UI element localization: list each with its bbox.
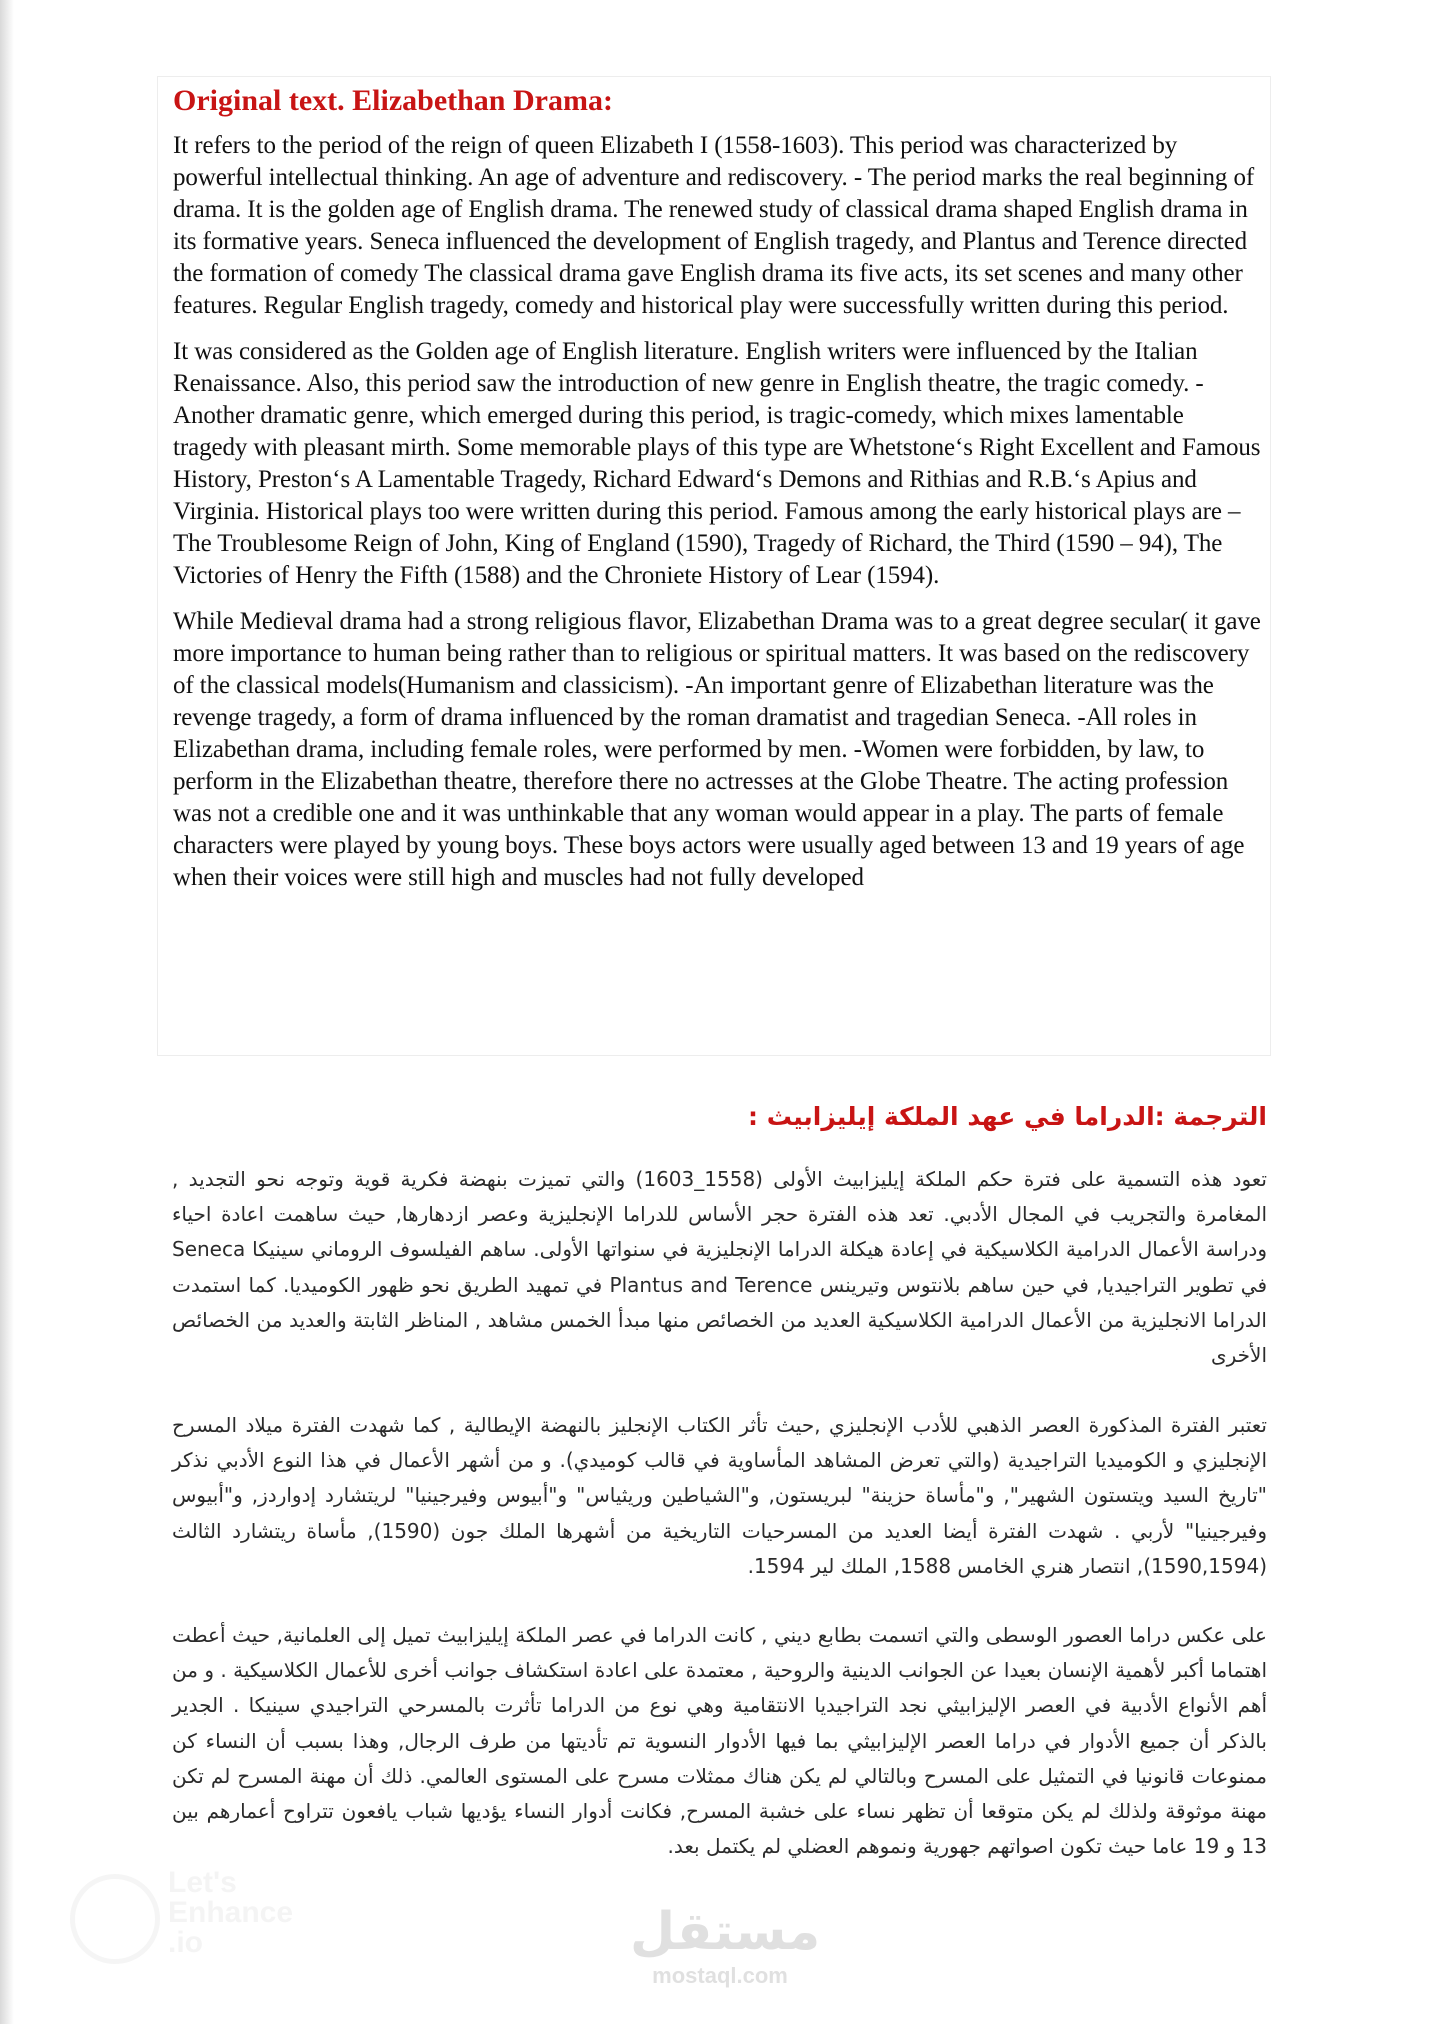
original-paragraph-2: It was considered as the Golden age of English literature. English writers were influenced by the Italian Renaissance. Also, this period saw the introduction of new genre in English theatre, the tragic comedy. -Another dramatic genre, which emerged during this period, is tragic-comedy, which mixes lamentable tragedy with pleasant mirth. Some memorable plays of this type are Whetstone‘s Right Excellent and Famous History, Preston‘s A Lamentable Tragedy, Richard Edward‘s Demons and Rithias and R.B.‘s Apius and Virginia. Historical plays too were written during this period. Famous among the early historical plays are – The Troublesome Reign of John, King of England (1590), Tragedy of Richard, the Third (1590 – 94), The Victories of Henry the Fifth (1588) and the Chroniete History of Lear (1594). (173, 338, 1261, 589)
original-paragraph-1: It refers to the period of the reign of queen Elizabeth I (1558-1603). This period was characterized by powerful intellectual thinking. An age of adventure and rediscovery. - The period marks the real beginning of drama. It is the golden age of English drama. The renewed study of classical drama shaped English drama in its formative years. Seneca influenced the development of English tragedy, and Plantus and Terence directed the formation of comedy The classical drama gave English drama its five acts, its set scenes and many other features. Regular English tragedy, comedy and historical play were successfully written during this period. (173, 132, 1255, 319)
translation-title: الترجمة :الدراما في عهد الملكة إيليزابيث : (748, 1101, 1267, 1131)
translation-paragraph-2: تعتبر الفترة المذكورة العصر الذهبي للأدب الإنجليزي ,حيث تأثر الكتاب الإنجليز بالنهضة الإيطالية , كما شهدت الفترة ميلاد المسرح الإنجليزي و الكوميديا التراجيدية (والتي تعرض المشاهد المأساوية في قالب كوميدي). و من أشهر الأعمال في هذا النوع الأدبي نذكر "تاريخ السيد ويتستون الشهير", و"مأساة حزينة" لبريستون, و"الشياطين وريثياس" و"أبيوس وفيرجينيا" لريتشارد إدواردز, و"أبيوس وفيرجينيا" لأربي . شهدت الفترة أيضا العديد من المسرحيات التاريخية من أشهرها الملك جون (1590), مأساة ريتشارد الثالث (1590,1594), انتصار هنري الخامس 1588, الملك لير 1594. (172, 1413, 1268, 1578)
watermark-arabic-text: مستقل (630, 1902, 821, 1962)
watermark-left-text: Let's Enhance .io (168, 1866, 294, 1959)
original-paragraph-3: While Medieval drama had a strong religious flavor, Elizabethan Drama was to a great degree secular( it gave more importance to human being rather than to religious or spiritual matters. It was based on the rediscovery of the classical models(Humanism and classicism). -An important genre of Elizabethan literature was the revenge tragedy, a form of drama influenced by the roman dramatist and tragedian Seneca. -All roles in Elizabethan drama, including female roles, were performed by men. -Women were forbidden, by law, to perform in the Elizabethan theatre, therefore there no actresses at the Globe Theatre. The acting profession was not a credible one and it was unthinkable that any woman would appear in a play. The parts of female characters were played by young boys. These boys actors were usually aged between 13 and 19 years of age when their voices were still high and muscles had not fully developed (173, 608, 1261, 891)
watermark-logo-icon (70, 1874, 160, 1964)
page-edge-shadow (0, 0, 14, 2024)
watermark-latin-text: mostaql.com (652, 1963, 788, 1988)
translation-paragraph-3: على عكس دراما العصور الوسطى والتي اتسمت بطابع ديني , كانت الدراما في عصر الملكة إيليزابيث تميل إلى العلمانية, حيث أعطت اهتماما أكبر لأهمية الإنسان بعيدا عن الجوانب الدينية والروحية , معتمدة على اعادة استكشاف جوانب أخرى للأعمال الكلاسيكية . و من أهم الأنواع الأدبية في العصر الإليزابيثي نجد التراجيديا الانتقامية وهي نوع من الدراما تأثرت بالمسرحي التراجيدي سينيكا . الجدير بالذكر أن جميع الأدوار في دراما العصر الإليزابيثي بما فيها الأدوار النسوية تم تأديتها من طرف الرجال, وهذا بسبب أن النساء كن ممنوعات قانونيا في التمثيل على المسرح وبالتالي لم يكن هناك ممثلات مسرح على المستوى العالمي. ذلك أن مهنة المسرح لم تكن مهنة موثوقة ولذلك لم يكن متوقعا أن تظهر نساء على خشبة المسرح, فكانت أدوار النساء يؤديها شباب يافعون تتراوح أعمارهم بين 13 و 19 عاما حيث تكون اصواتهم جهورية ونموهم العضلي لم يكتمل بعد. (172, 1623, 1267, 1859)
letsenhance-watermark (70, 1868, 310, 1978)
mostaql-watermark (630, 1900, 821, 1988)
original-text-section (157, 76, 1271, 1056)
translation-paragraph-1: تعود هذه التسمية على فترة حكم الملكة إيليزابيث الأولى (1558_1603) والتي تميزت بنهضة فكرية قوية وتوجه نحو التجديد , المغامرة والتجريب في المجال الأدبي. تعد هذه الفترة حجر الأساس للدراما الإنجليزية وعصر ازدهارها, حيث ساهمت اعادة احياء ودراسة الأعمال الدرامية الكلاسيكية في إعادة هيكلة الدراما الإنجليزية في سنواتها الأولى. ساهم الفيلسوف الروماني سينيكا Seneca في تطوير التراجيديا, في حين ساهم بلانتوس وتيرينس Plantus and Terence في تمهيد الطريق نحو ظهور الكوميديا. كما استمدت الدراما الانجليزية من الأعمال الدرامية الكلاسيكية العديد من الخصائص منها مبدأ الخمس مشاهد , المناظر الثابتة والعديد من الخصائص الأخرى (172, 1167, 1268, 1368)
original-title: Original text. Elizabethan Drama: (173, 84, 613, 117)
